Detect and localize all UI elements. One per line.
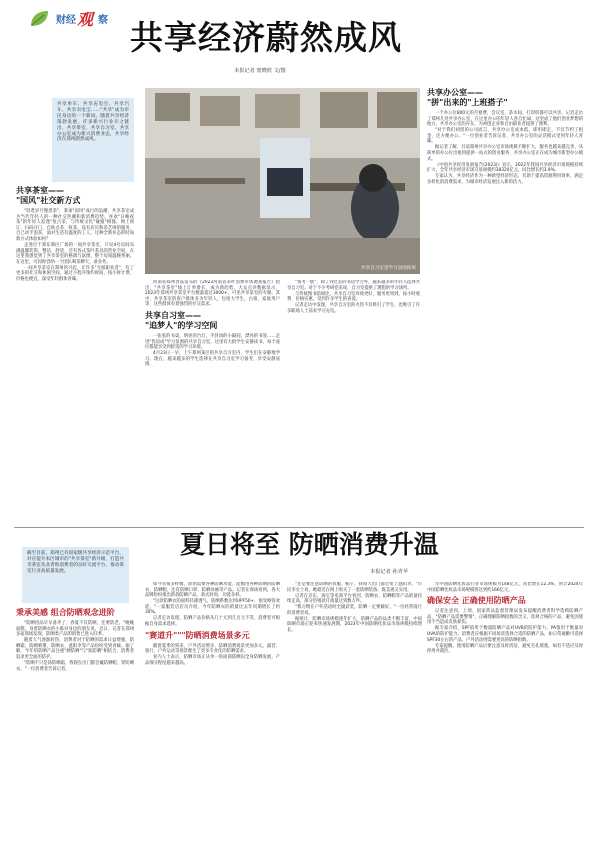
article2-column-2 xyxy=(145,582,280,858)
article2-column-4 xyxy=(427,582,583,858)
study-room-photo xyxy=(145,88,420,274)
leaf-logo-icon xyxy=(28,8,52,30)
paragraph: 一个办公位800元的月租费，会议室、茶水间、打印机都可以共享。记者走访了郑州几处共享办公室，在这里办公的年轻人各自忙碌，这里成了他们创业梦想的地方。共享办公室的存在，为初创企业和自由职业者提供了便利。 xyxy=(427,111,583,128)
paragraph: 《中国共享经济发展报告(2023)》显示，2022年我国共享经济市场规模持续扩大，全年共享经济市场交易规模约38320亿元，同比增长约3.9%。 xyxy=(427,162,583,174)
study-room-illustration xyxy=(145,88,420,274)
photo-caption: 共享自习室里学习氛围浓厚 xyxy=(360,266,416,271)
section-title-study-room-2: "追梦人"的学习空间 xyxy=(145,320,218,330)
paragraph: 一张张的书桌，明亮的台灯，半封闭的小隔间，漂亮的书签……走进"优谊成"学习氛围的共享自习室，这里有大批学生安静读书，每个座位都能享受到舒适的学习环境。 xyxy=(145,333,280,351)
article1-headline: 共享经济蔚然成风 xyxy=(130,18,402,57)
paragraph: 专家认为，共享经济作为一种新型经济形态，有助于提高资源利用效率，满足多样化的消费需求，为城市经济发展注入新的活力。 xyxy=(427,174,583,185)
paragraph: 与传统图书馆相比，共享自习室环境更好，服务更周到，按小时收费、价格实惠，受到许多学生的喜爱。 xyxy=(287,291,420,303)
paragraph: 随着夏季的到来，户外活动增多，防晒消费场景更加多元。露营、骑行、户外运动等场景催生了更多专业化的防晒需求。 xyxy=(145,643,280,655)
paragraph: "备考一族"、除了到过去的书房学习外，越来越多的年轻人选择共享自习室。对于不少考研党来说，自习室提供了理想的学习场所。 xyxy=(287,280,420,291)
paragraph: "我习惯在户外活动时全副武装，防晒一定要做好。"一位经常骑行的消费者说。 xyxy=(287,605,422,616)
article2-headline: 夏日将至 防晒消费升温 xyxy=(180,530,439,559)
paragraph: 专家提醒，使用防晒产品后要注意及时清洁，避免毛孔堵塞，如有不适应及时停用并就医。 xyxy=(427,643,583,655)
section-divider xyxy=(14,527,584,528)
article2-byline: 本报记者 孙青苹 xyxy=(370,569,408,575)
paragraph: 随着天气逐渐转热，消费者对于防晒的需求日益增强，防晒霜、防晒喷雾、防晒衣、遮阳伞等产品纷纷受到青睐。据了解，今年的防晒产品注重"硬防晒"与"软防晒"相结合，消费者追求更全面的防护。 xyxy=(16,638,134,660)
paragraph: "防晒用品早早备齐了，春夏不仅防晒，还要防老。"晚晚面膜，身着防晒衣的小陈对身边的朋友说，近日，记者在郑州多家商场发现，防晒类产品的销售已进入旺季。 xyxy=(16,621,134,638)
paragraph: 据专家介绍，SPF值用于衡量防晒产品对UVB的防护能力，PA值用于衡量对UVA的防护能力。消费者应根据不同场景选择合适的防晒产品，如日常通勤可选择SPF30左右的产品，户外活动则需要更高的防晒指数。 xyxy=(427,626,583,643)
tea-room-info-box: 截至目前，郑州已有国家级共享经济示范平台，对应提升本区城市的"共享茶室"新升级，打造共享茶室从业者和消费者的良好交流平台，推动茶室行业高质量发展。 xyxy=(22,547,129,603)
paragraph: "这款防晒衣的面料轻薄透气，防晒系数达到UPF50+，很受顾客欢迎。"一家服装店店员介绍，今年防晒衣的销量比去年同期增长了约30%。 xyxy=(145,599,280,616)
article1-mid-column-1 xyxy=(145,280,280,520)
paragraph: 如今有很多样衡，原函需要各种防晒功能、能衡用各种防晒的防晒衣、防晒帽，还有防晒口罩、防晒冰袖等产品。记者在商场看到，各大品牌纷纷推出新款防晒产品，款式时尚、功能多样。 xyxy=(145,582,280,599)
section-title-office-2: "拼"出来的"上班搭子" xyxy=(427,98,508,107)
article1-mid-column-2 xyxy=(287,280,420,520)
column-name-part1: 财经 xyxy=(56,15,76,26)
column-name-part3: 察 xyxy=(98,15,108,26)
section-title-tea-room-2: "国风"社交新方式 xyxy=(16,196,81,205)
article1-right-column xyxy=(427,88,583,508)
section-title-study-room-1: 共享自习室—— xyxy=(145,310,201,320)
paragraph: 一间共享茶室在郑州的兴起，让许多"无纸职业者"，有了更多的社交和休闲空间，通过小程序预约时间，按小时计费，价格也便宜，深受年轻群体青睐。 xyxy=(16,265,134,282)
section-title-office-1: 共享办公室—— xyxy=(427,88,483,97)
paragraph: 记者走访发现，防晒产品价格从几十元到几百元不等，消费者可根据自身需求选择。 xyxy=(145,616,280,627)
section-title-safety: 确保安全 正确使用防晒产品 xyxy=(427,596,526,606)
article1-lead-box: 共享单车、共享充电宝、共享汽车、共享卖电宝……"共享"成为市民身边的一个新词。随着共享经济蓬勃发展，许多新兴行业开之链出，共享茶室、共享自习室、共享办公室成为新兴消费业态，共享经济在郑州蔚然成风。 xyxy=(52,98,134,182)
paragraph: 据统计，防晒市场规模逐年扩大，防晒产品的品类不断丰富，中国防晒市场正迎来快速发展期，2023年中国防晒化妆品市场规模持续增长。 xyxy=(287,616,422,633)
paragraph: 走进位于郑东新区广场的一间共享茶室，只见4号房间布满温馨装饰，整洁、舒适，还有各式茶叶茶具的营业空间，在这里我感觉到了共享茶室的格调与氛围，整个房间温婉秀丽。在这里，可同时容纳一个团队喝茶聊天、谈业务。 xyxy=(16,242,134,265)
paragraph: 据记者了解，目前郑州共享办公室市场规模不断扩大，服务也越来越完善，从简单的办公位出租到提供一站式的创业服务，共享办公室正在成为城市新型办公模式。 xyxy=(427,145,583,162)
paragraph: 4月23日一早，上午郑州某区的共享自习室内，学生们在安静地学习。现在，越来越多的学生选择在共享自习室学习备考，享受安静氛围。 xyxy=(145,351,280,368)
paragraph: "还是要注意防晒的衣服、帽子，我每天出门都会带上遮阳伞。"市民李女士说，她最近在网上购买了一套防晒装备，既美观又实用。 xyxy=(287,582,422,593)
column-masthead xyxy=(28,6,118,32)
paragraph: "对于我们初创的公司而言，共享办公室成本低，即用即走，不仅节约了租金，还方便办公。"一位创业者告诉记者，共享办公室的灵活模式受到年轻人青睐。 xyxy=(427,128,583,145)
section-title-sunscreen-combo: 秉承美感 组合防晒观念进阶 xyxy=(16,608,115,617)
section-title-tea-room-1: 共享茶室—— xyxy=(16,186,64,195)
paragraph: 业内人士表示，防晒市场正从单一的面部防晒向全身防晒发展，产品细分程度越来越高。 xyxy=(145,655,280,666)
paragraph: 河南省郑州食品发布的《2023河南省茶叶消费市场调查报告》指出，"共享茶室"线上订单增长，成为新趋势。大众点评数据显示，2023年郑州共享茶室平台数量超过3000+，可见共享茶室的火爆。其中，共享茶室的客户群体多为年轻人，包括大学生、白领、家庭用户等，这些群体有着强烈的社交需求。 xyxy=(145,280,280,308)
paragraph: "防晒不只是涂防晒霜，我现在出门都会戴防晒帽、穿防晒衣。"一位消费者告诉记者。 xyxy=(16,660,134,672)
article1-left-column xyxy=(16,186,134,546)
paragraph: 记者注意到，上周，国家药品监督管理局发布提醒消费者科学选购防晒产品，"防晒产品需要警惕"，正确理解防晒指数的含义，选择合格的产品，避免因使用不当造成皮肤损伤。 xyxy=(427,609,583,626)
paragraph: "轻煮岁月慢煮茶"，秉承"国风"成行的浪潮，共享茶室成为当代年轻人的一种社交热潮和新消费趋势。喜欢"日晚夜茶"的年轻人追逐"复古茶，与传统文化"碰撞"相撞。网上预订、扫码开门、自助点茶、收茶，没有店员和茶艺师的服务，自己动手泡茶，面对生活有温度的工人，这种全新业态的时尚新方式体验如何？ xyxy=(16,209,134,242)
paragraph: 年中国防晒化妆品行业市场规模为148亿元，同比增长12.3%，预计2024年中国防晒化妆品市场规模将达到约166亿元。 xyxy=(427,582,583,593)
paragraph: 记者在京东、淘宝等电商平台看到，防晒衣、防晒帽等产品销量持续走高，部分热销款月销量达到数万件。 xyxy=(287,593,422,605)
paragraph: 记者走访中发现，共享自习室的火热不仅吸引了学生，也吸引了许多职场人士前来学习充电。 xyxy=(287,303,420,314)
column-name-part2: 观 xyxy=(77,10,94,29)
article2-column-3 xyxy=(287,582,422,858)
section-title-scenes: "赛道升"""防晒消费场景多元 xyxy=(145,630,250,640)
article2-column-1 xyxy=(16,608,134,858)
article1-byline: 本报记者 窦晓欣 文/图 xyxy=(234,68,286,74)
